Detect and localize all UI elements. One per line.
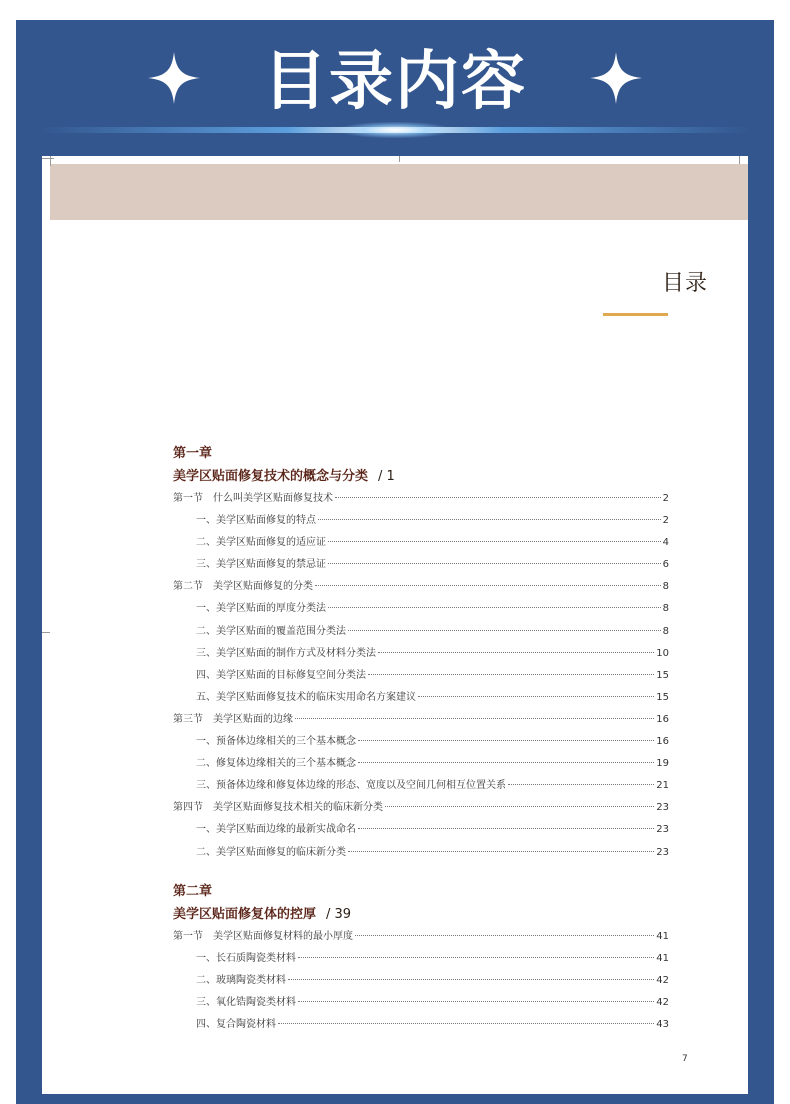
dot-leader: [358, 762, 654, 763]
entry-page: 41: [656, 930, 669, 942]
entry-page: 19: [656, 758, 669, 770]
dot-leader: [295, 718, 654, 719]
entry-title: 二、美学区贴面修复的适应证: [196, 537, 326, 549]
entry-page: 23: [656, 846, 669, 858]
entry-title: 什么叫美学区贴面修复技术: [213, 493, 333, 504]
sparkle-icon-right: [588, 50, 644, 106]
chapter-page: / 1: [378, 469, 395, 484]
entry-page: 21: [656, 780, 669, 792]
entry-page: 15: [656, 669, 669, 681]
entry-page: 42: [656, 996, 669, 1008]
toc-item-row[interactable]: [173, 775, 669, 797]
entry-title: 美学区贴面的边缘: [213, 713, 293, 725]
toc-item-row[interactable]: [173, 753, 669, 775]
entry-page: 16: [656, 736, 669, 748]
entry-page: 23: [656, 824, 669, 836]
entry-title: 二、修复体边缘相关的三个基本概念: [196, 758, 356, 770]
entry-title: 美学区贴面修复技术相关的临床新分类: [213, 802, 383, 814]
document-page: [42, 156, 748, 1094]
dot-leader: [355, 935, 654, 936]
entry-page: 8: [662, 581, 669, 593]
entry-page: 23: [656, 802, 669, 814]
dot-leader: [328, 607, 661, 608]
chapter-number: 第一章: [173, 446, 213, 461]
dot-leader: [418, 696, 654, 697]
entry-page: 43: [656, 1018, 669, 1030]
toc-item-row[interactable]: [173, 970, 669, 992]
entry-title: 四、美学区贴面的目标修复空间分类法: [196, 669, 366, 681]
toc-item-row[interactable]: [173, 532, 669, 554]
entry-page: 6: [662, 559, 669, 571]
crop-mark: [399, 156, 400, 162]
toc-item-row[interactable]: [173, 665, 669, 687]
entry-page: 8: [662, 603, 669, 615]
entry-title: 三、氧化锆陶瓷类材料: [196, 996, 296, 1008]
dot-leader: [385, 806, 654, 807]
chapter-number: 第二章: [173, 883, 213, 899]
entry-title: 一、美学区贴面的厚度分类法: [196, 603, 326, 615]
chapter-2: [173, 881, 669, 1036]
entry-title: 五、美学区贴面修复技术的临床实用命名方案建议: [196, 691, 416, 703]
toc-item-row[interactable]: [173, 992, 669, 1014]
entry-title: 一、美学区贴面边缘的最新实战命名: [196, 824, 356, 836]
chapter-title[interactable]: [173, 465, 669, 488]
section-label: 第一节: [173, 493, 203, 504]
dot-leader: [368, 674, 654, 675]
entry-page: 16: [656, 713, 669, 725]
toc-item-row[interactable]: [173, 554, 669, 576]
toc-item-row[interactable]: [173, 842, 669, 864]
toc-section-row[interactable]: [173, 488, 669, 510]
toc-heading: 目录: [661, 271, 708, 296]
toc-item-row[interactable]: [173, 731, 669, 753]
light-streak-core: [340, 122, 450, 138]
dot-leader: [358, 828, 654, 829]
dot-leader: [318, 519, 661, 520]
crop-mark: [739, 156, 740, 164]
entry-page: 4: [662, 537, 669, 549]
toc-section-row[interactable]: [173, 709, 669, 731]
entry-title: 三、预备体边缘和修复体边缘的形态、宽度以及空间几何相互位置关系: [196, 780, 506, 792]
toc-item-row[interactable]: [173, 510, 669, 532]
dot-leader: [315, 585, 661, 586]
toc-item-row[interactable]: [173, 687, 669, 709]
chapter-gap: [173, 864, 669, 881]
chapter-title[interactable]: [173, 903, 669, 926]
dot-leader: [288, 979, 654, 980]
section-label: 第三节: [173, 713, 203, 725]
section-label: 第四节: [173, 802, 203, 814]
dot-leader: [508, 784, 654, 785]
toc-section-row[interactable]: [173, 926, 669, 948]
entry-title: 一、美学区贴面修复的特点: [196, 515, 316, 527]
header-band: [50, 164, 748, 220]
toc-item-row[interactable]: [173, 598, 669, 620]
chapter-title-text: 美学区贴面修复体的控厚: [173, 906, 317, 922]
entry-title: 一、长石质陶瓷类材料: [196, 952, 296, 964]
entry-title: 三、美学区贴面的制作方式及材料分类法: [196, 647, 376, 659]
crop-mark: [42, 632, 50, 633]
entry-page: 10: [656, 647, 669, 659]
toc-item-row[interactable]: [173, 1014, 669, 1036]
entry-page: 15: [656, 691, 669, 703]
chapter-1: [173, 443, 669, 864]
dot-leader: [335, 497, 661, 498]
dot-leader: [278, 1023, 654, 1024]
dot-leader: [328, 563, 661, 564]
page-number: 7: [682, 1054, 688, 1064]
toc-heading-underline: [603, 313, 668, 316]
toc-section-row[interactable]: [173, 576, 669, 598]
dot-leader: [378, 652, 654, 653]
entry-title: 美学区贴面修复的分类: [213, 581, 313, 593]
entry-title: 一、预备体边缘相关的三个基本概念: [196, 736, 356, 748]
entry-page: 2: [662, 493, 669, 504]
table-of-contents: [173, 443, 669, 1036]
chapter-title-text: 美学区贴面修复技术的概念与分类: [173, 469, 369, 484]
entry-page: 42: [656, 974, 669, 986]
entry-title: 三、美学区贴面修复的禁忌证: [196, 559, 326, 571]
dot-leader: [298, 957, 654, 958]
entry-title: 美学区贴面修复材料的最小厚度: [213, 930, 353, 942]
dot-leader: [298, 1001, 654, 1002]
entry-page: 2: [662, 515, 669, 527]
section-label: 第一节: [173, 930, 203, 942]
entry-title: 二、玻璃陶瓷类材料: [196, 974, 286, 986]
dot-leader: [348, 630, 661, 631]
dot-leader: [328, 541, 661, 542]
banner-title: 目录内容: [263, 45, 527, 119]
toc-section-row[interactable]: [173, 797, 669, 819]
toc-item-row[interactable]: [173, 819, 669, 841]
entry-page: 8: [662, 625, 669, 637]
section-label: 第二节: [173, 581, 203, 593]
crop-mark: [42, 158, 54, 159]
entry-title: 二、美学区贴面修复的临床新分类: [196, 846, 346, 858]
entry-title: 四、复合陶瓷材料: [196, 1018, 276, 1030]
toc-item-row[interactable]: [173, 643, 669, 665]
toc-item-row[interactable]: [173, 948, 669, 970]
crop-mark: [50, 156, 51, 166]
entry-page: 41: [656, 952, 669, 964]
entry-title: 二、美学区贴面的覆盖范围分类法: [196, 625, 346, 637]
toc-item-row[interactable]: [173, 621, 669, 643]
chapter-page: / 39: [326, 906, 352, 922]
dot-leader: [358, 740, 654, 741]
dot-leader: [348, 851, 654, 852]
